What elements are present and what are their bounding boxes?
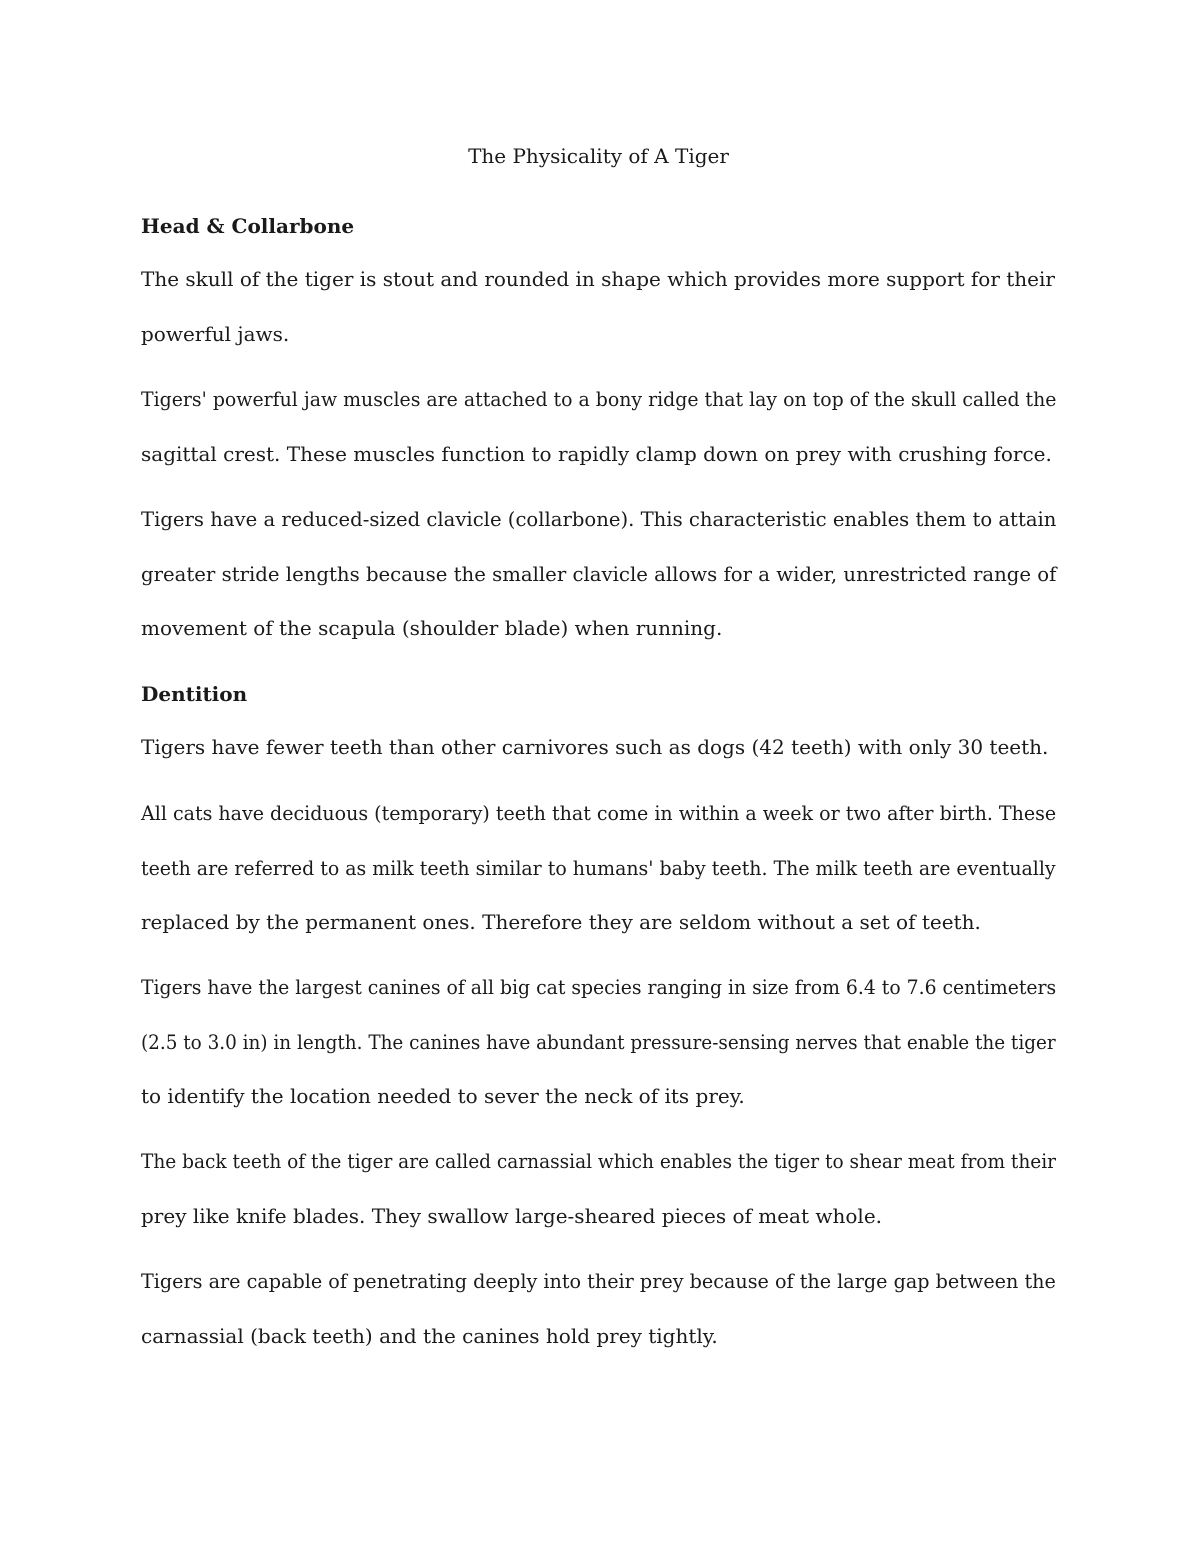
document-title: The Physicality of A Tiger xyxy=(468,144,729,168)
paragraph xyxy=(141,1134,1056,1243)
section-heading-dentition: Dentition xyxy=(141,682,248,706)
paragraph xyxy=(141,960,1056,1124)
text-line: to identify the location needed to sever the neck of its prey. xyxy=(141,1084,745,1108)
paragraph xyxy=(141,720,1056,775)
text-line: Tigers have the largest canines of all big cat species ranging in size from 6.4 to 7.6 centimeters xyxy=(141,975,1057,999)
text-line: Tigers have fewer teeth than other carnivores such as dogs (42 teeth) with only 30 teeth. xyxy=(141,735,1049,759)
text-line: teeth are referred to as milk teeth similar to humans' baby teeth. The milk teeth are eventually xyxy=(141,855,1056,880)
paragraph xyxy=(141,252,1056,361)
section-heading-head-collarbone: Head & Collarbone xyxy=(141,214,355,238)
paragraph xyxy=(141,372,1056,481)
text-line: Tigers are capable of penetrating deeply into their prey because of the large gap between the xyxy=(141,1269,1056,1293)
text-line: carnassial (back teeth) and the canines hold prey tightly. xyxy=(141,1323,718,1348)
text-line: (2.5 to 3.0 in) in length. The canines have abundant pressure-sensing nerves that enable the tiger xyxy=(141,1029,1056,1054)
text-line: prey like knife blades. They swallow large-sheared pieces of meat whole. xyxy=(141,1203,883,1228)
text-line: replaced by the permanent ones. Therefore they are seldom without a set of teeth. xyxy=(141,910,981,934)
text-line: movement of the scapula (shoulder blade) when running. xyxy=(141,616,723,640)
text-line: greater stride lengths because the smaller clavicle allows for a wider, unrestricted range of xyxy=(141,561,1057,586)
paragraph xyxy=(141,1254,1056,1363)
text-line: The skull of the tiger is stout and rounded in shape which provides more support for their xyxy=(141,267,1055,291)
text-line: Tigers have a reduced-sized clavicle (collarbone). This characteristic enables them to attain xyxy=(141,507,1057,531)
text-line: Tigers' powerful jaw muscles are attached to a bony ridge that lay on top of the skull called the xyxy=(141,387,1057,411)
text-line: powerful jaws. xyxy=(141,321,290,346)
text-line: sagittal crest. These muscles function to rapidly clamp down on prey with crushing force. xyxy=(141,441,1052,466)
text-line: All cats have deciduous (temporary) teeth that come in within a week or two after birth. These xyxy=(141,801,1057,825)
text-line: The back teeth of the tiger are called carnassial which enables the tiger to shear meat from their xyxy=(141,1149,1057,1173)
paragraph xyxy=(141,492,1056,656)
paragraph xyxy=(141,786,1056,950)
